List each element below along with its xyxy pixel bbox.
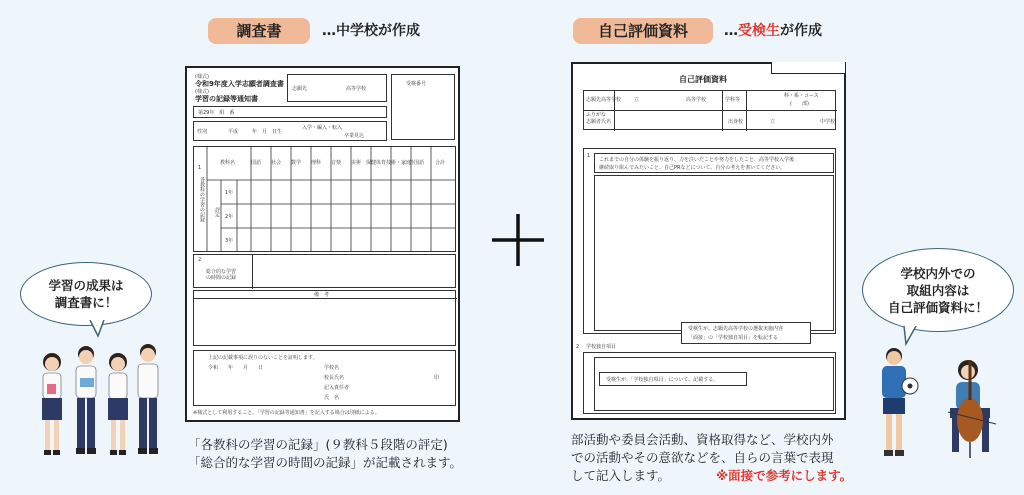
- doc1-bikou: 備 考: [314, 292, 330, 298]
- doc1-subject-9: 合計: [435, 160, 446, 166]
- doc1-remarks-box: [193, 290, 456, 346]
- doc1-sec2-no: 2: [198, 257, 202, 263]
- student-4: [138, 344, 158, 454]
- student-3: [108, 353, 128, 455]
- doc1-info-row: [193, 121, 387, 141]
- doc1-cert-box: [193, 350, 456, 406]
- doc1-school-suffix: 高等学校: [346, 86, 367, 92]
- doc1-school-name: 学校名: [324, 365, 340, 371]
- chosasho-caption-line-2: 「総合的な学習の時間の記録」が記載されます。: [188, 455, 463, 470]
- club-activities-illustration: [870, 340, 1020, 480]
- doc2-sec1-prompt: [594, 153, 834, 173]
- doc1-subject-4: 音楽: [331, 160, 342, 166]
- doc1-subject-7: 技術・家庭: [386, 160, 412, 166]
- doc2-hdr-ritsu: 立: [634, 97, 640, 103]
- doc2-sec1-box: [583, 148, 836, 334]
- doc2-hdr-shusshin: 出身校: [728, 119, 744, 125]
- doc1-entry: 入学・編入・転入: [302, 125, 343, 131]
- doc1-subject-1: 社会: [271, 160, 282, 166]
- jiko-hyoka-caption-line-1: 部活動や委員会活動、資格取得など、学校内外: [571, 432, 834, 447]
- doc2-sec1-no: 1: [587, 153, 591, 159]
- doc1-title-2: 学習の記録等通知書: [195, 95, 258, 103]
- right-speech-bubble: [862, 248, 1014, 332]
- doc1-ymd: 年 月 日生: [252, 129, 283, 135]
- doc1-school-label: 志願先: [292, 86, 308, 92]
- jiko-hyoka-caption: [571, 431, 852, 485]
- right-bubble-line-3: 自己評価資料に！: [887, 299, 988, 315]
- doc2-sec2-no: 2: [576, 344, 580, 350]
- doc2-sec1-note-2: 「面接」の「学校独自項目」を転記する: [688, 335, 779, 341]
- doc1-exam-label: 受検番号: [406, 81, 427, 87]
- doc1-grade: 第29年 組 番: [198, 110, 235, 116]
- jiko-hyoka-badge: 自己評価資料: [573, 18, 713, 44]
- doc2-sec1-note: [681, 322, 811, 344]
- doc1-subject-2: 数学: [291, 160, 302, 166]
- doc1-subject-5: 美術: [351, 160, 362, 166]
- doc1-subject-0: 国語: [251, 160, 262, 166]
- author-highlight: 受検生: [738, 23, 780, 39]
- right-bubble-line-2: 取組内容は: [906, 282, 970, 298]
- doc1-stamp: 印: [434, 375, 440, 381]
- chosasho-caption-line-1: 「各教科の学習の記録」(９教科５段階の評定): [188, 437, 448, 452]
- left-bubble-tail: [88, 320, 108, 340]
- jiko-hyoka-caption-line-3: [571, 467, 852, 485]
- students-illustration: [34, 340, 170, 480]
- doc2-hdr-name: 志願者氏名: [586, 119, 612, 125]
- doc1-subject-3: 理科: [311, 160, 322, 166]
- doc2-corner-box: [771, 62, 846, 74]
- jiko-hyoka-caption-line-2: での活動やその意欲などを、自らの言葉で表現: [571, 450, 834, 465]
- doc1-writer: 記入責任者: [324, 385, 350, 391]
- doc1-hyotei: 評定: [214, 207, 220, 217]
- doc2-sec1-prompt-1: これまでの自分の体験を振り返り、力を注いだことや努力をしたこと、高等学校入学後: [599, 157, 795, 163]
- doc2-sec1-note-1: 受検生が、志願先高等学校の選抜実施内容: [688, 326, 784, 332]
- doc1-small-top: (様式): [195, 74, 209, 80]
- doc1-year-3: 3年: [225, 238, 234, 244]
- doc1-footnote: ※様式として利用すること。「学習の記録等通知書」を記入する場合は別紙による。: [193, 410, 380, 416]
- author-suffix: が作成: [780, 23, 822, 39]
- doc2-hdr-koko: 高等学校: [686, 97, 707, 103]
- chosasho-caption: [188, 436, 462, 472]
- doc2-hdr-furigana: ふりがな: [586, 112, 607, 118]
- doc1-exam-box: [391, 74, 455, 140]
- left-bubble-line-2: 調査書に！: [54, 295, 118, 310]
- doc2-hdr-chugaku: 中学校: [820, 119, 836, 125]
- jiko-hyoka-author: [724, 20, 822, 40]
- soccer-player: [882, 348, 918, 456]
- left-speech-bubble: [20, 262, 152, 326]
- jiko-hyoka-caption-line-3-text: して記入します。: [571, 468, 671, 483]
- doc1-subject-8: 外国語: [409, 160, 425, 166]
- doc1-sec1-no: 1: [198, 165, 202, 171]
- doc1-subject-6: 保健体育: [366, 160, 387, 166]
- doc2-sec2-note: [599, 372, 747, 386]
- doc2-hdr-school: 志願先高等学校: [586, 97, 622, 103]
- doc1-small-mid: (様式): [195, 89, 209, 95]
- doc1-sec2-label-1: 総合的な学習: [206, 269, 237, 275]
- interview-note: ※面接で参考にします。: [716, 468, 853, 483]
- student-1: [42, 353, 62, 455]
- doc1-era: 平成: [228, 129, 239, 135]
- doc1-grade-row: [193, 106, 387, 118]
- doc1-school-box: [287, 74, 387, 102]
- doc1-gender: 性別: [197, 129, 208, 135]
- doc2-sec2-label: 学校独自項目: [586, 344, 617, 350]
- doc2-sec1-writing-area: [594, 175, 834, 331]
- doc2-hdr-paren: ( 部): [790, 101, 809, 107]
- chosasho-document: [185, 66, 460, 422]
- student-2: [76, 346, 96, 454]
- doc1-graduation: 卒業見込: [344, 133, 365, 139]
- author-prefix: …: [724, 23, 738, 39]
- doc1-name: 氏 名: [324, 395, 340, 401]
- doc2-hdr-ritsu2: 立: [770, 119, 776, 125]
- plus-icon: [490, 212, 546, 268]
- doc2-hdr-gakka: 学科等: [725, 97, 741, 103]
- jiko-hyoka-document: [571, 62, 846, 420]
- doc1-sec1-label: 各教科の学習の記録: [199, 177, 205, 222]
- doc1-sec2-box: [193, 254, 456, 288]
- doc2-header-table: [583, 90, 836, 130]
- doc1-sec2-label-2: の時間の記録: [206, 275, 237, 281]
- doc2-sec1-prompt-2: 継続取り組んでみたいこと、自己PRなどについて、自分の考えを書いてください。: [599, 165, 786, 171]
- doc2-title: 自己評価資料: [679, 75, 727, 84]
- doc1-year-2: 2年: [225, 214, 234, 220]
- left-bubble-line-1: 学習の成果は: [48, 278, 124, 293]
- doc2-hdr-course: 科・系・コース: [784, 93, 819, 99]
- doc1-year-1: 1年: [225, 190, 234, 196]
- right-bubble-line-1: 学校内外での: [900, 265, 976, 281]
- doc1-cert: 上記の記載事項に誤りのないことを証明します。: [208, 355, 318, 361]
- doc1-subject-head: 教科名: [220, 160, 236, 166]
- cellist: [948, 360, 996, 458]
- doc2-sec2-note-text: 受検生が、「学校独自項目」について、記載する。: [606, 377, 719, 383]
- doc1-date: 令和 年 月 日: [208, 365, 264, 371]
- doc1-title-1: 令和9年度入学志願者調査書: [195, 80, 284, 88]
- chosasho-author: …中学校が作成: [322, 23, 420, 39]
- chosasho-badge: 調査書: [208, 18, 310, 44]
- doc1-principal: 校長氏名: [324, 375, 345, 381]
